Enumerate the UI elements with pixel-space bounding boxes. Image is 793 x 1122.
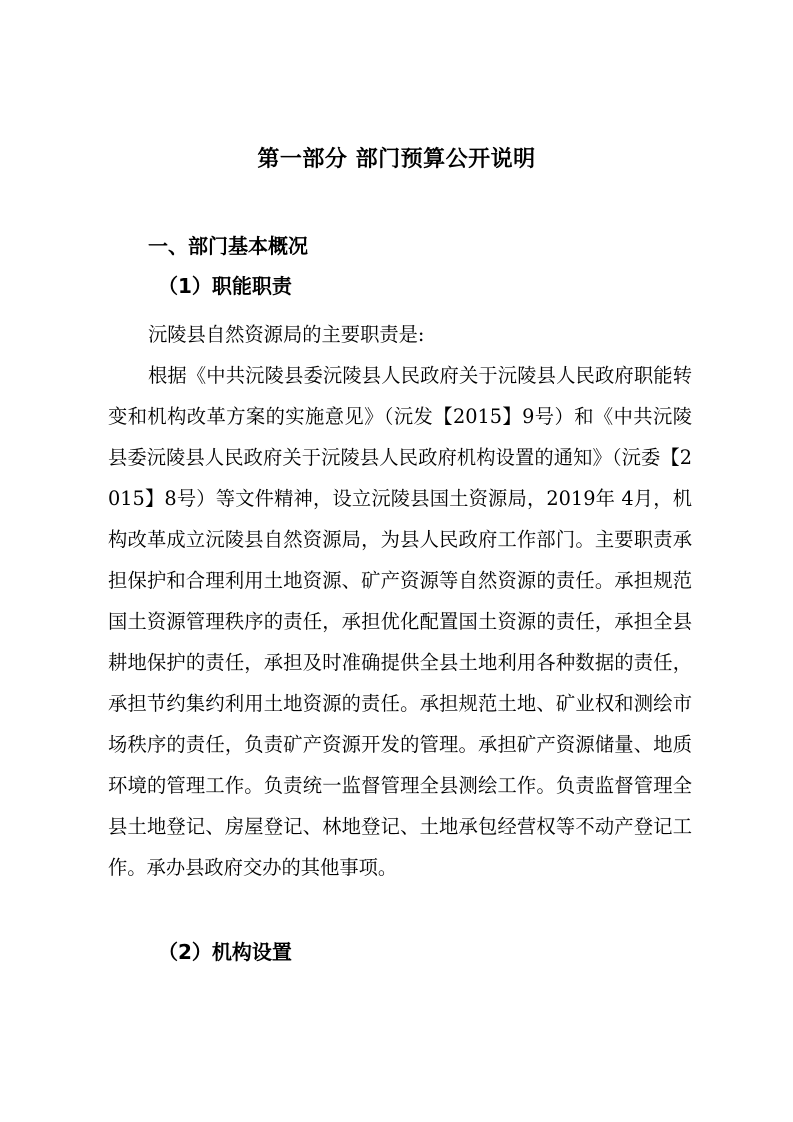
section-heading-basic-overview: 一、部门基本概况 (148, 234, 308, 258)
page-title: 第一部分 部门预算公开说明 (257, 147, 536, 172)
body-paragraph: 根据《中共沅陵县委沅陵县人民政府关于沅陵县人民政府职能转变和机构改革方案的实施意见》（沅发【2015】9号）和《中共沅陵县委沅陵县人民政府关于沅陵县人民政府机构设置的通知》（沅委【2015】8号）等文件精神，设立沅陵县国土资源局，2019年 4月，机构改革成立沅陵县自然资源局，为县人民政府工作部门。主要职责承担保护和合理利用土地资源、矿产资源等自然资源的责任。承担规范国土资源管理秩序的责任，承担优化配置国土资源的责任，承担全县耕地保护的责任，承担及时准确提供全县土地利用各种数据的责任，承担节约集约利用土地资源的责任。承担规范土地、矿业权和测绘市场秩序的责任，负责矿产资源开发的管理。承担矿产资源储量、地质环境的管理工作。负责统一监督管理全县测绘工作。负责监督管理全县土地登记、房屋登记、林地登记、土地承包经营权等不动产登记工作。承办县政府交办的其他事项。 (108, 364, 692, 879)
subsection-heading-functions: （1）职能职责 (158, 274, 292, 298)
subsection-heading-organization: （2）机构设置 (158, 940, 292, 964)
intro-paragraph: 沅陵县自然资源局的主要职责是: (148, 323, 425, 346)
